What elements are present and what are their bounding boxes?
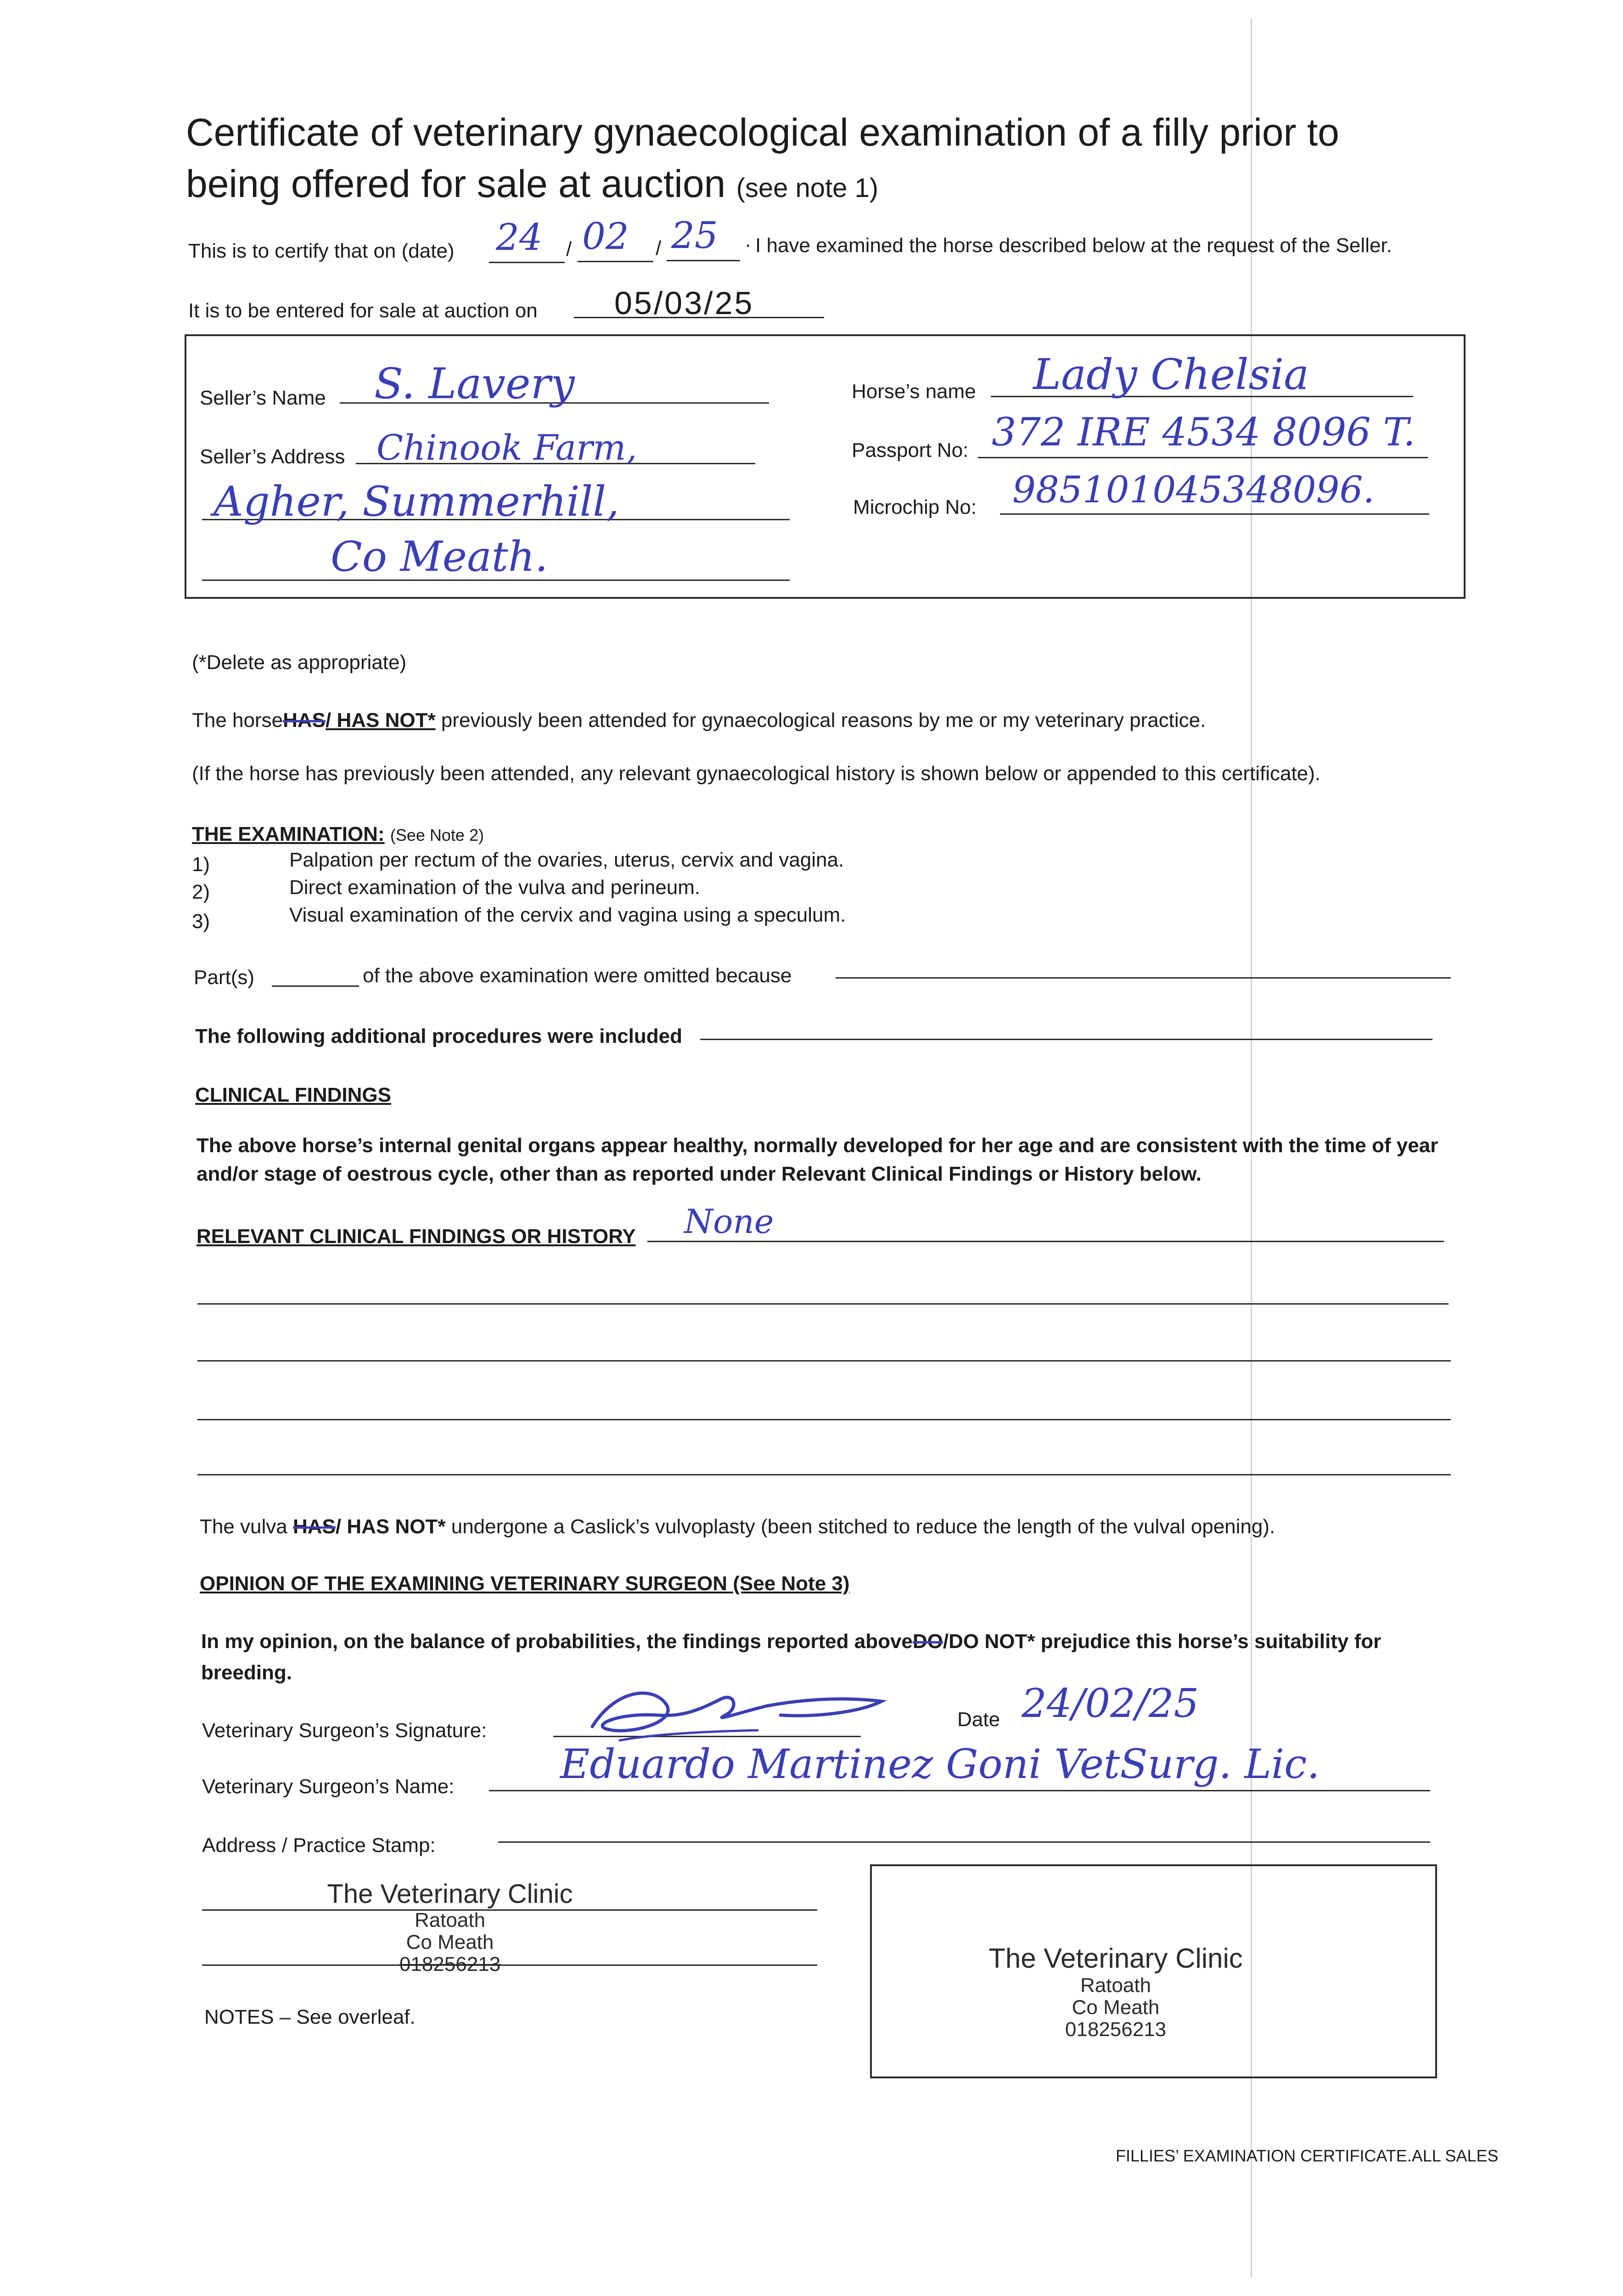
examination-note: (See Note 2) [390, 826, 484, 844]
stamp-right-name: The Veterinary Clinic [988, 1943, 1243, 1974]
examination-heading-row [192, 823, 484, 846]
examination-heading: THE EXAMINATION: [192, 823, 385, 845]
exam-item-3-text: Visual examination of the cervix and vagina using a speculum. [289, 904, 846, 926]
vet-name-line [489, 1790, 1430, 1791]
vet-name: Eduardo Martinez Goni VetSurg. Lic. [560, 1740, 1320, 1788]
stamp-right-line2: Co Meath [1072, 1996, 1160, 2019]
microchip-line [1000, 513, 1429, 515]
passport-number: 372 IRE 4534 8096 T. [992, 410, 1415, 455]
seller-address-label: Seller’s Address [200, 445, 345, 468]
horse-name-label: Horse’s name [852, 380, 976, 403]
seller-name: S. Lavery [374, 359, 575, 408]
seller-address-3: Co Meath. [331, 533, 548, 581]
attended-line [192, 709, 1206, 732]
seller-name-label: Seller’s Name [200, 387, 326, 409]
microchip-label: Microchip No: [853, 496, 977, 518]
date-slash-1: / [566, 238, 572, 260]
certify-date-year: 25 [671, 214, 718, 257]
relevant-line-1 [197, 1303, 1449, 1305]
additional-line [700, 1039, 1432, 1040]
microchip-number: 985101045348096. [1012, 468, 1375, 511]
date-slash-2: / [656, 237, 662, 259]
page-title-line2 [186, 158, 878, 214]
vulva-line [200, 1515, 1275, 1538]
relevant-label: RELEVANT CLINICAL FINDINGS OR HISTORY [197, 1225, 636, 1248]
stamp-left-line1: Ratoath [414, 1909, 486, 1931]
opinion-heading: OPINION OF THE EXAMINING VETERINARY SURGEON (See Note 3) [200, 1572, 850, 1595]
stamp-left-line2: Co Meath [406, 1931, 494, 1953]
vulva-suffix: undergone a Caslick’s vulvoplasty (been stitched to reduce the length of the vulval opening). [451, 1515, 1275, 1538]
vulva-has-not: / HAS NOT* [335, 1515, 446, 1538]
date-month-line [578, 261, 653, 262]
passport-label: Passport No: [852, 439, 969, 461]
auction-date: 05/03/25 [614, 285, 754, 321]
date-year-line [667, 260, 740, 261]
page-title-line1: Certificate of veterinary gynaecological examination of a filly prior to [186, 111, 1339, 154]
attended-prefix: The horse [192, 709, 283, 732]
certify-dot: · [745, 233, 752, 256]
stamp-right-line3: 018256213 [1065, 2018, 1167, 2041]
horse-name: Lady Chelsia [1033, 350, 1309, 399]
vulva-has: HAS [293, 1515, 336, 1538]
omitted-parts-line [272, 985, 359, 987]
exam-item-2-num: 2) [192, 881, 210, 903]
vet-name-label: Veterinary Surgeon’s Name: [202, 1775, 455, 1798]
auction-label: It is to be entered for sale at auction on [188, 299, 538, 322]
relevant-line-2 [197, 1360, 1451, 1362]
address-stamp-line [498, 1841, 1430, 1843]
exam-item-1-text: Palpation per rectum of the ovaries, uterus, cervix and vagina. [289, 849, 844, 871]
clinical-findings-text-1: The above horse’s internal genital organs appear healthy, normally developed for her age and are consistent with the time of year [197, 1134, 1438, 1157]
omitted-reason-line [836, 977, 1451, 979]
delete-note: (*Delete as appropriate) [192, 651, 407, 674]
date-day-line [489, 262, 565, 263]
exam-item-1-num: 1) [192, 853, 210, 876]
clinical-findings-heading: CLINICAL FINDINGS [195, 1084, 391, 1106]
stamp-right-line1: Ratoath [1080, 1974, 1151, 1997]
relevant-line-3 [197, 1419, 1451, 1420]
certify-prefix: This is to certify that on (date) [188, 240, 455, 262]
attended-suffix: previously been attended for gynaecological reasons by me or my veterinary practice. [441, 709, 1206, 732]
footer-text: FILLIES’ EXAMINATION CERTIFICATE.ALL SALES [1116, 2146, 1499, 2165]
relevant-value: None [684, 1202, 774, 1241]
signature-date-label: Date [957, 1708, 1000, 1731]
omitted-suffix: of the above examination were omitted because [363, 964, 792, 987]
attended-has-not: / HAS NOT* [326, 709, 436, 732]
opinion-do-not: /DO NOT* [943, 1630, 1035, 1653]
title-note: (see note 1) [736, 173, 879, 203]
stamp-left-name: The Veterinary Clinic [327, 1879, 573, 1909]
exam-item-3-num: 3) [192, 910, 210, 933]
additional-label: The following additional procedures were included [195, 1025, 683, 1047]
history-note: (If the horse has previously been attended, any relevant gynaecological history is shown below or appended to this certificate). [192, 762, 1321, 785]
omitted-prefix: Part(s) [194, 966, 254, 989]
exam-item-2-text: Direct examination of the vulva and perineum. [289, 876, 701, 899]
stamp-left [266, 1879, 634, 1975]
opinion-prefix: In my opinion, on the balance of probabilities, the findings reported above [201, 1630, 913, 1653]
notes: NOTES – See overleaf. [204, 2006, 416, 2028]
clinical-findings-text-2: and/or stage of oestrous cycle, other than as reported under Relevant Clinical Findings or History below. [197, 1163, 1202, 1185]
address-stamp-label: Address / Practice Stamp: [202, 1834, 436, 1857]
relevant-line-0 [647, 1241, 1444, 1242]
seller-address-2: Agher, Summerhill, [213, 478, 619, 526]
attended-has: HAS [283, 709, 326, 732]
opinion-suffix: prejudice this horse’s suitability for [1040, 1630, 1382, 1653]
signature-label: Veterinary Surgeon’s Signature: [202, 1719, 487, 1742]
opinion-line-1 [201, 1630, 1381, 1653]
seller-address-1: Chinook Farm, [376, 427, 637, 468]
page-title-text: being offered for sale at auction [186, 162, 726, 205]
certify-date-month: 02 [582, 215, 629, 258]
relevant-line-4 [197, 1474, 1451, 1475]
certify-suffix: I have examined the horse described below at the request of the Seller. [755, 234, 1392, 257]
signature-date: 24/02/25 [1022, 1681, 1199, 1727]
opinion-line-2: breeding. [201, 1661, 292, 1684]
stamp-right [932, 1942, 1299, 2041]
opinion-do: DO [912, 1630, 943, 1653]
stamp-left-line3: 018256213 [399, 1953, 501, 1975]
certify-date-day: 24 [496, 216, 543, 259]
passport-line [978, 457, 1428, 458]
vulva-prefix: The vulva [200, 1515, 287, 1538]
